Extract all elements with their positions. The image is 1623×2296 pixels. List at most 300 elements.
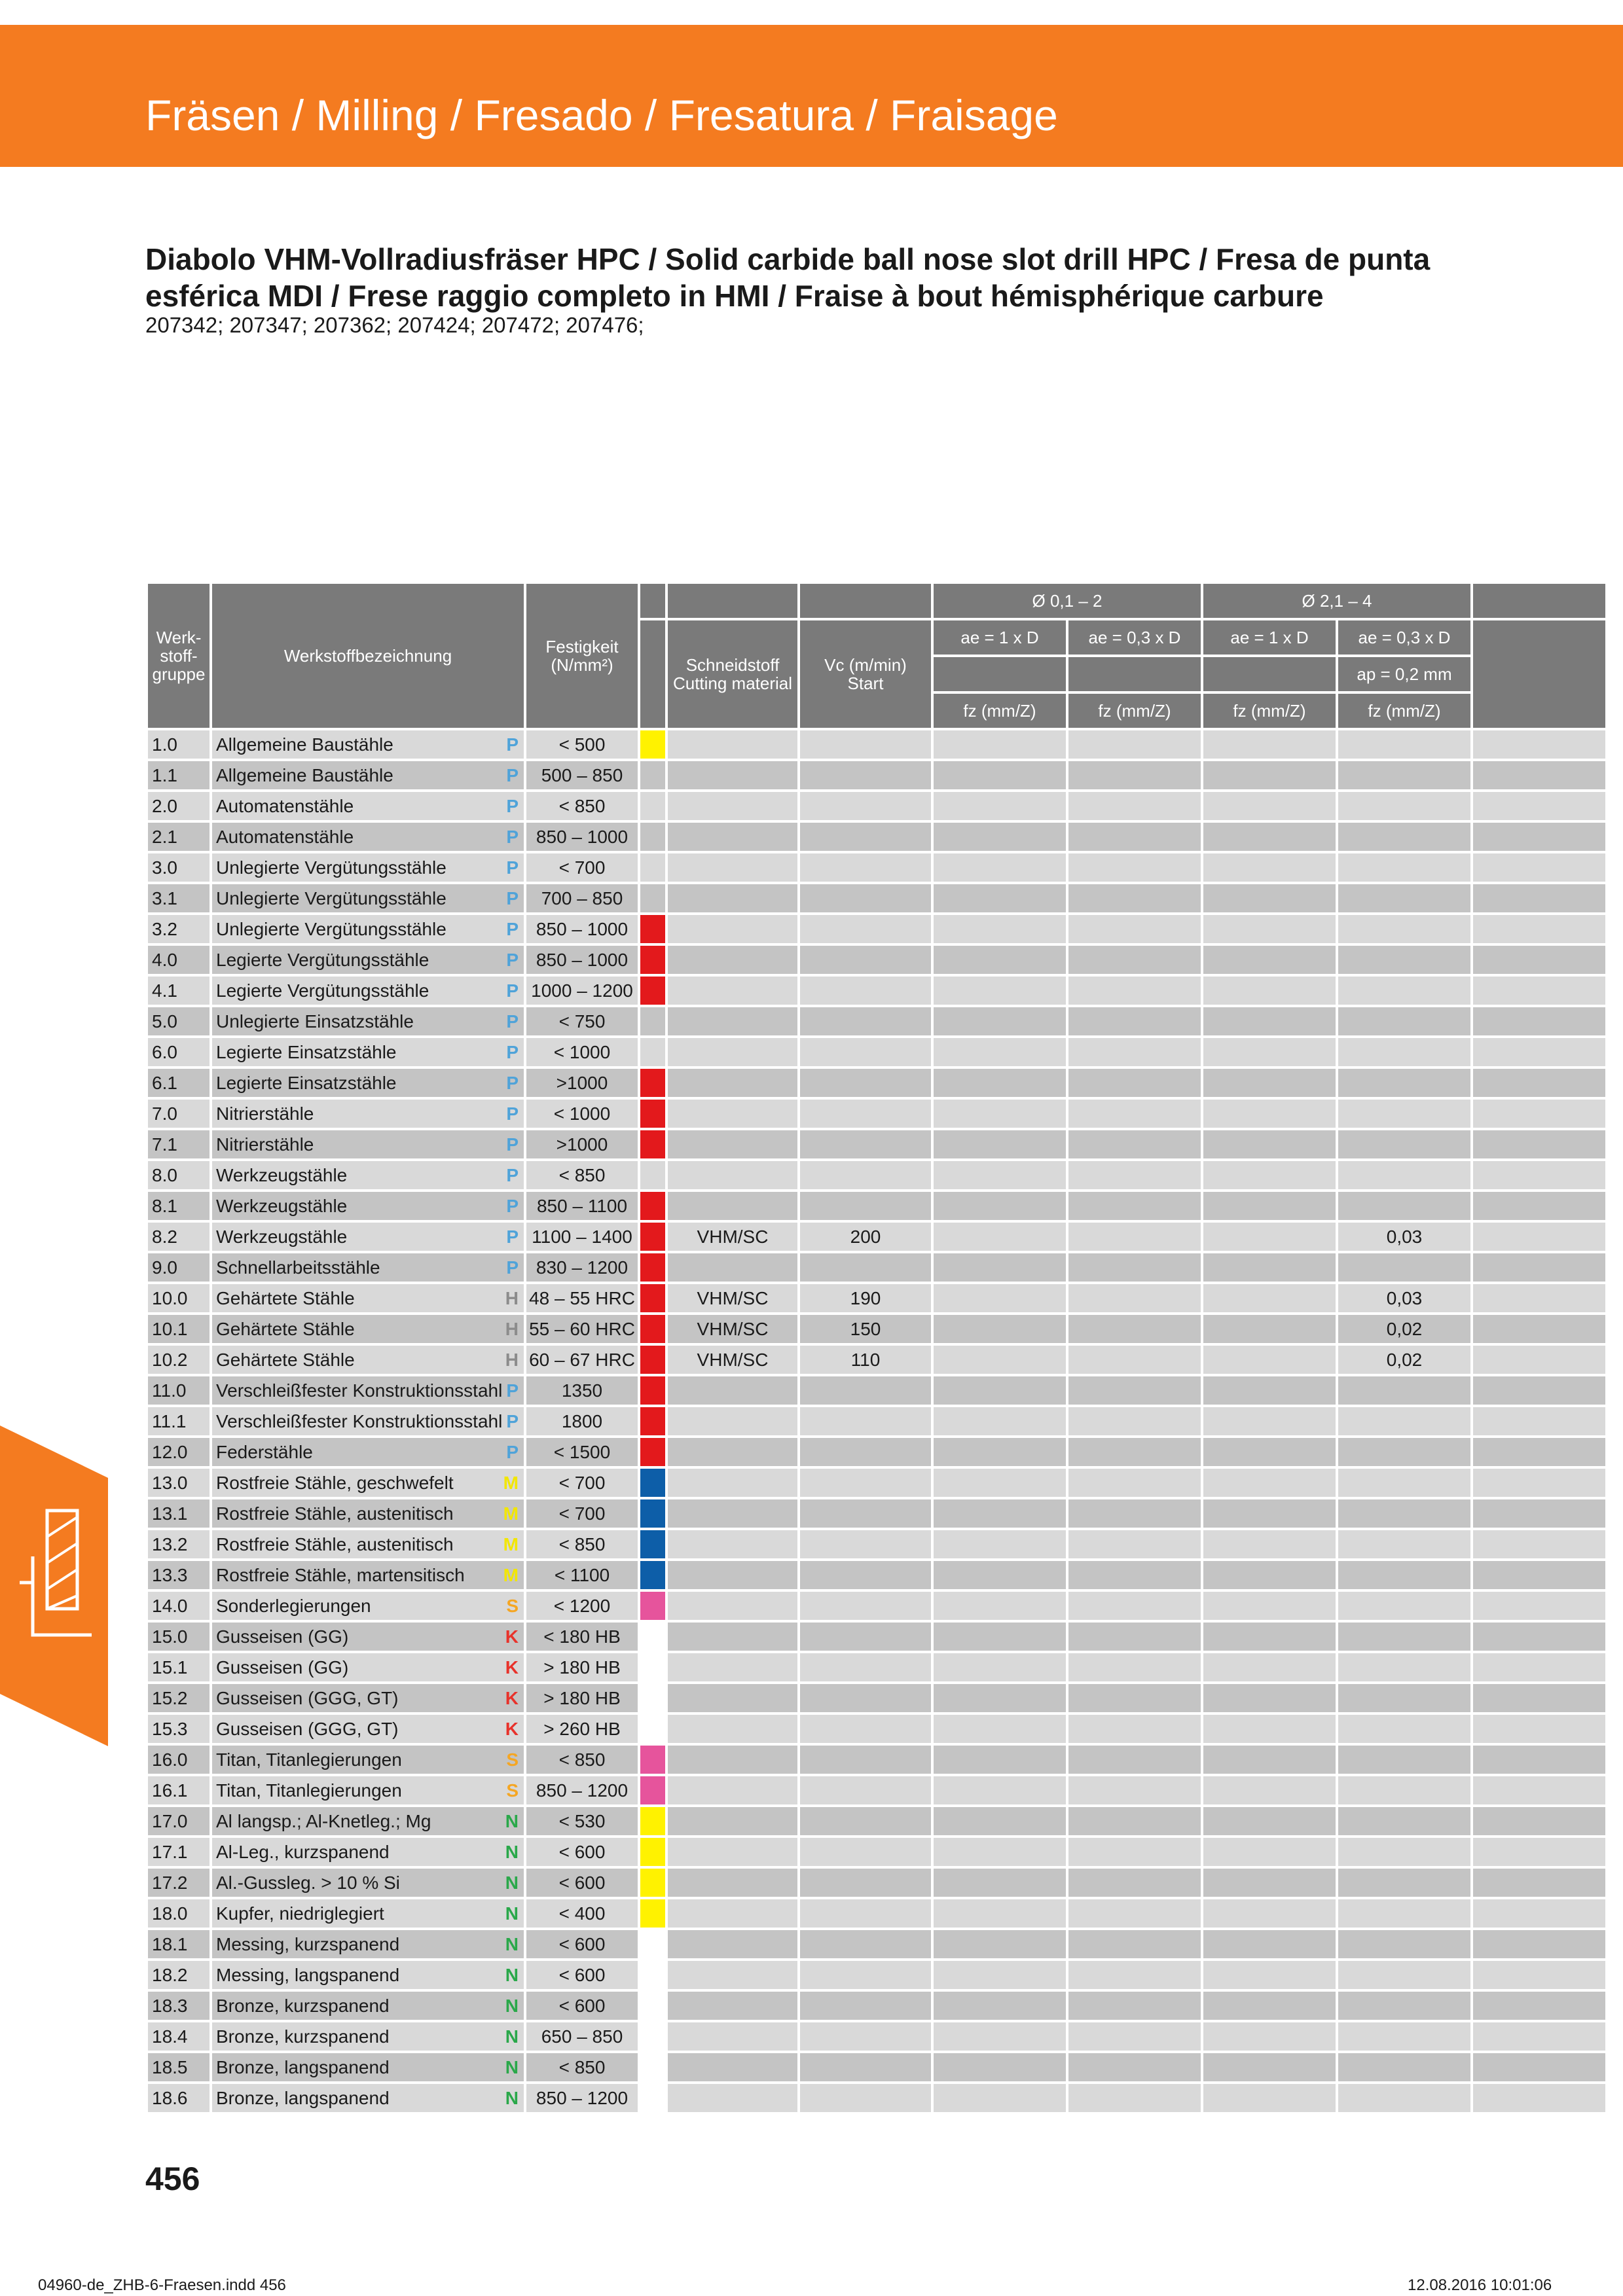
cell-strength: 850 – 1200 [526,2084,638,2112]
cell-code: 4.1 [148,977,210,1005]
cell-strength: 60 – 67 HRC [526,1346,638,1374]
cell-swatch [640,1807,665,1835]
material-group-letter: N [505,1873,519,1893]
cell-extra [1473,1930,1605,1958]
cell-vc [800,1653,931,1681]
cell-strength: > 180 HB [526,1653,638,1681]
cell-fz [1068,1192,1201,1220]
material-group-letter: P [506,980,519,1001]
cell-cutting-material [668,1192,797,1220]
cell-swatch [640,1407,665,1435]
material-name: Unlegierte Vergütungsstähle [216,888,447,908]
cell-material-name [212,1838,524,1866]
material-name: Gusseisen (GGG, GT) [216,1718,399,1739]
cell-code: 16.1 [148,1776,210,1804]
cell-vc [800,1100,931,1128]
material-name: Legierte Einsatzstähle [216,1072,397,1093]
cell-cutting-material [668,2084,797,2112]
material-group-letter: N [505,1811,519,1831]
table-row [148,1992,1605,2020]
cell-fz [1338,1438,1470,1466]
cell-cutting-material [668,1253,797,1282]
cell-fz [934,1253,1066,1282]
cell-fz [934,1530,1066,1558]
cell-fz [1203,1376,1336,1405]
cell-strength: < 500 [526,730,638,759]
cell-fz [1203,2084,1336,2112]
table-row [148,946,1605,974]
cell-material-name [212,1376,524,1405]
cell-extra [1473,1161,1605,1189]
cell-fz [934,853,1066,882]
table-row [148,1038,1605,1066]
cell-extra [1473,1284,1605,1312]
cell-fz [1338,1623,1470,1651]
cell-material-name [212,1992,524,2020]
table-row [148,1807,1605,1835]
material-group-letter: P [506,1227,519,1247]
cell-material-name [212,792,524,820]
material-name: Kupfer, niedriglegiert [216,1903,384,1924]
cell-swatch [640,1530,665,1558]
table-row [148,884,1605,912]
table-row [148,1838,1605,1866]
cell-vc [800,1746,931,1774]
material-group-letter: M [503,1534,519,1554]
table-row [148,915,1605,943]
cell-fz [934,1746,1066,1774]
cell-strength: < 850 [526,2053,638,2081]
cell-extra [1473,1438,1605,1466]
material-group-letter: H [505,1350,519,1370]
cell-cutting-material [668,1499,797,1528]
cell-vc [800,1930,931,1958]
material-group-letter: M [503,1565,519,1585]
cell-extra [1473,2084,1605,2112]
table-row [148,1592,1605,1620]
cell-fz [934,1992,1066,2020]
cell-fz [1068,1992,1201,2020]
material-name: Bronze, langspanend [216,2056,390,2077]
cell-fz [934,915,1066,943]
cell-fz [1068,946,1201,974]
cell-extra [1473,1869,1605,1897]
cell-swatch [640,792,665,820]
cell-code: 18.3 [148,1992,210,2020]
table-row [148,1376,1605,1405]
cell-swatch [640,823,665,851]
cell-extra [1473,946,1605,974]
cell-code: 15.1 [148,1653,210,1681]
cell-fz [1203,2053,1336,2081]
cell-vc [800,853,931,882]
cell-fz [1203,1992,1336,2020]
cell-fz [1068,1315,1201,1343]
cell-fz [1068,1253,1201,1282]
cell-fz [934,1899,1066,1928]
cell-material-name [212,1407,524,1435]
cell-fz [1068,1100,1201,1128]
cell-material-name [212,1807,524,1835]
side-tab [0,1426,108,1746]
cell-code: 1.1 [148,761,210,789]
cell-fz [1338,761,1470,789]
cell-fz [1068,1869,1201,1897]
material-group-letter: H [505,1319,519,1339]
header-ap-3 [1203,657,1336,691]
cell-extra [1473,1223,1605,1251]
cell-fz [934,1592,1066,1620]
cell-fz [1338,1530,1470,1558]
cell-fz [934,1499,1066,1528]
cell-code: 17.1 [148,1838,210,1866]
cell-fz [1068,1038,1201,1066]
cell-vc [800,915,931,943]
cell-fz [1068,1838,1201,1866]
cell-fz [934,1346,1066,1374]
table-row [148,853,1605,882]
cell-swatch [640,1776,665,1804]
table-row [148,730,1605,759]
cell-vc [800,1807,931,1835]
material-name: Al-Leg., kurzspanend [216,1841,390,1862]
cell-fz [934,1930,1066,1958]
material-group-letter: P [506,919,519,939]
cell-cutting-material [668,1592,797,1620]
material-name: Unlegierte Vergütungsstähle [216,918,447,939]
cell-fz [934,1869,1066,1897]
material-name: Gusseisen (GGG, GT) [216,1687,399,1708]
cell-fz [934,1561,1066,1589]
header-ae-3: ae = 1 x D [1203,620,1336,655]
table-row [148,1284,1605,1312]
material-name: Al.-Gussleg. > 10 % Si [216,1872,400,1893]
cell-cutting-material [668,884,797,912]
cell-strength: 1000 – 1200 [526,977,638,1005]
cell-fz [934,2022,1066,2051]
cell-swatch [640,1161,665,1189]
cell-fz [1338,1100,1470,1128]
cell-fz [934,1069,1066,1097]
cell-fz [934,1623,1066,1651]
material-name: Gusseisen (GG) [216,1657,349,1677]
material-group-letter: P [506,857,519,878]
cell-fz [1338,1499,1470,1528]
cell-vc [800,1992,931,2020]
material-group-letter: N [505,1934,519,1954]
cell-strength: < 700 [526,853,638,882]
material-group-letter: P [506,1411,519,1431]
cell-fz [1338,853,1470,882]
cell-swatch [640,1315,665,1343]
table-row [148,1530,1605,1558]
table-row [148,1007,1605,1035]
table-row [148,1715,1605,1743]
cell-vc [800,1838,931,1866]
cell-fz [934,1161,1066,1189]
material-group-letter: P [506,1134,519,1155]
cell-fz [1068,1715,1201,1743]
cell-strength: < 1000 [526,1100,638,1128]
cell-fz [1338,1930,1470,1958]
material-name: Automatenstähle [216,826,354,847]
cell-code: 18.4 [148,2022,210,2051]
cell-vc [800,1069,931,1097]
cell-strength: 1100 – 1400 [526,1223,638,1251]
material-group-letter: P [506,1103,519,1124]
cell-fz [1338,2084,1470,2112]
cell-swatch [640,1623,665,1651]
header-ae-4: ae = 0,3 x D [1338,620,1470,655]
cell-fz [1203,1253,1336,1282]
header-extra-top [1473,584,1605,618]
header-diameter-1: Ø 0,1 – 2 [934,584,1201,618]
cell-material-name [212,884,524,912]
material-name: Bronze, kurzspanend [216,1995,390,2016]
cell-extra [1473,1592,1605,1620]
cell-vc [800,1530,931,1558]
cell-extra [1473,1653,1605,1681]
cell-code: 6.0 [148,1038,210,1066]
cell-fz [1068,1653,1201,1681]
cell-material-name [212,823,524,851]
cell-material-name [212,1038,524,1066]
material-name: Rostfreie Stähle, geschwefelt [216,1472,454,1493]
cell-extra [1473,1007,1605,1035]
cell-fz [1338,1161,1470,1189]
cell-vc [800,1499,931,1528]
cell-code: 11.1 [148,1407,210,1435]
cell-extra [1473,1623,1605,1651]
cell-fz [1068,2084,1201,2112]
table-row [148,1100,1605,1128]
cell-fz [1203,1961,1336,1989]
cell-code: 10.0 [148,1284,210,1312]
table-row [148,761,1605,789]
cell-code: 4.0 [148,946,210,974]
cell-fz [1338,1961,1470,1989]
cell-fz [1338,1592,1470,1620]
cell-fz [1068,761,1201,789]
cell-fz [1203,1069,1336,1097]
material-name: Rostfreie Stähle, martensitisch [216,1564,465,1585]
cell-material-name [212,2053,524,2081]
cell-extra [1473,1407,1605,1435]
cell-swatch [640,1961,665,1989]
cell-material-name [212,1684,524,1712]
cell-vc [800,1561,931,1589]
material-group-letter: N [505,2057,519,2077]
material-name: Unlegierte Einsatzstähle [216,1011,414,1031]
cell-fz [934,1684,1066,1712]
header-material-top [668,584,797,618]
cell-fz [934,1807,1066,1835]
table-row [148,1899,1605,1928]
cell-fz [934,946,1066,974]
cell-extra [1473,1530,1605,1558]
table-row [148,1469,1605,1497]
cell-cutting-material [668,2022,797,2051]
material-name: Gusseisen (GG) [216,1626,349,1647]
cell-code: 13.2 [148,1530,210,1558]
cell-material-name [212,1100,524,1128]
material-group-letter: P [506,765,519,785]
cell-cutting-material [668,1038,797,1066]
header-vc-top [800,584,931,618]
material-name: Messing, kurzspanend [216,1933,400,1954]
cell-code: 15.2 [148,1684,210,1712]
cell-fz [1068,823,1201,851]
cell-extra [1473,1776,1605,1804]
cell-cutting-material [668,2053,797,2081]
cell-swatch [640,1592,665,1620]
material-group-letter: K [505,1626,519,1647]
cell-fz [934,1776,1066,1804]
cell-extra [1473,1192,1605,1220]
cell-code: 2.1 [148,823,210,851]
cell-fz [1068,792,1201,820]
material-name: Nitrierstähle [216,1103,314,1124]
table-row [148,2084,1605,2112]
cell-vc [800,1469,931,1497]
cell-strength: < 1100 [526,1561,638,1589]
cell-fz [1338,884,1470,912]
header-ap-4: ap = 0,2 mm [1338,657,1470,691]
cell-fz [1068,1807,1201,1835]
cell-strength: < 700 [526,1469,638,1497]
cell-fz [1338,1407,1470,1435]
cell-fz [1203,1469,1336,1497]
cell-fz [1338,1192,1470,1220]
cell-extra [1473,1715,1605,1743]
cell-extra [1473,1499,1605,1528]
cell-cutting-material: VHM/SC [668,1284,797,1312]
cell-fz [1338,1376,1470,1405]
cell-fz [1338,730,1470,759]
cell-cutting-material [668,1438,797,1466]
cell-fz [1203,1653,1336,1681]
cell-swatch [640,1038,665,1066]
cell-fz [1068,884,1201,912]
table-body [148,730,1605,2112]
cell-material-name [212,761,524,789]
cell-code: 3.0 [148,853,210,882]
cell-extra [1473,1100,1605,1128]
cell-material-name [212,1007,524,1035]
cell-extra [1473,1069,1605,1097]
table-row [148,1346,1605,1374]
cell-fz [934,1838,1066,1866]
cell-swatch [640,1100,665,1128]
cell-strength: >1000 [526,1069,638,1097]
cell-fz [1338,1653,1470,1681]
table-row [148,2053,1605,2081]
cell-strength: >1000 [526,1130,638,1158]
cell-cutting-material [668,823,797,851]
material-group-letter: N [505,1996,519,2016]
cell-cutting-material: VHM/SC [668,1315,797,1343]
cell-strength: 48 – 55 HRC [526,1284,638,1312]
cell-vc [800,1961,931,1989]
cell-strength: < 850 [526,792,638,820]
cell-material-name [212,1438,524,1466]
cell-fz [1203,1499,1336,1528]
material-group-letter: M [503,1503,519,1524]
table-row [148,1930,1605,1958]
cell-fz [934,1007,1066,1035]
cell-vc [800,1776,931,1804]
cell-strength: < 530 [526,1807,638,1835]
material-name: Allgemeine Baustähle [216,734,393,755]
material-group-letter: N [505,1842,519,1862]
cell-material-name [212,1776,524,1804]
cell-vc: 110 [800,1346,931,1374]
product-title [145,241,1520,314]
cell-material-name [212,730,524,759]
cell-code: 15.3 [148,1715,210,1743]
material-name: Al langsp.; Al-Knetleg.; Mg [216,1810,431,1831]
cell-vc: 190 [800,1284,931,1312]
cell-fz [1203,1284,1336,1312]
cell-fz [934,1223,1066,1251]
cell-fz [1203,1038,1336,1066]
cell-strength: 850 – 1200 [526,1776,638,1804]
cell-fz [1068,977,1201,1005]
table-row [148,1161,1605,1189]
material-group-letter: S [506,1749,519,1770]
cell-swatch [640,1346,665,1374]
cell-fz [1068,1592,1201,1620]
cell-code: 3.1 [148,884,210,912]
cell-extra [1473,1376,1605,1405]
cell-swatch [640,2084,665,2112]
material-name: Schnellarbeitsstähle [216,1257,380,1278]
cell-code: 15.0 [148,1623,210,1651]
cell-extra [1473,730,1605,759]
cell-cutting-material [668,1807,797,1835]
cell-vc [800,1438,931,1466]
cell-fz [1203,1930,1336,1958]
cell-strength: 55 – 60 HRC [526,1315,638,1343]
cell-swatch [640,1715,665,1743]
cell-code: 18.5 [148,2053,210,2081]
cell-vc [800,1253,931,1282]
cell-code: 11.0 [148,1376,210,1405]
cell-fz [934,730,1066,759]
material-name: Unlegierte Vergütungsstähle [216,857,447,878]
cell-fz [1068,1530,1201,1558]
cell-material-name [212,1869,524,1897]
cell-cutting-material: VHM/SC [668,1223,797,1251]
cell-fz [934,1469,1066,1497]
cell-vc: 150 [800,1315,931,1343]
material-name: Sonderlegierungen [216,1595,371,1616]
cell-fz [1068,915,1201,943]
cell-fz [1338,1869,1470,1897]
cell-material-name [212,1130,524,1158]
cell-fz [1203,1899,1336,1928]
material-group-letter: N [505,1965,519,1985]
cell-vc [800,977,931,1005]
cell-extra [1473,1746,1605,1774]
cell-vc [800,1715,931,1743]
cell-fz [1068,1284,1201,1312]
cell-vc [800,1192,931,1220]
cell-fz [1068,2022,1201,2051]
cell-material-name [212,1930,524,1958]
cell-cutting-material [668,1161,797,1189]
material-group-letter: N [505,1903,519,1924]
